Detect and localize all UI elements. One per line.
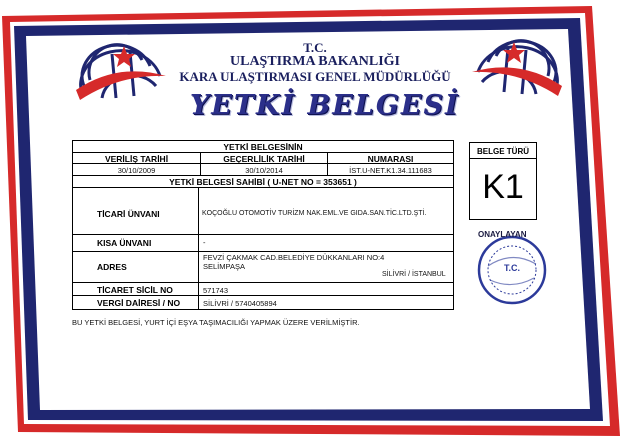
header-directorate: KARA ULAŞTIRMASI GENEL MÜDÜRLÜĞÜ bbox=[179, 69, 451, 84]
stamp-arc-text: ONAYLAYAN bbox=[478, 230, 527, 239]
header-country: T.C. bbox=[303, 40, 327, 55]
certificate-class-label: BELGE TÜRÜ bbox=[477, 147, 529, 156]
issue-date-header: VERİLİŞ TARİHİ bbox=[104, 154, 169, 164]
footer-note: BU YETKİ BELGESİ, YURT İÇİ EŞYA TAŞIMACILIĞI YAPMAK ÜZERE VERİLMİŞTİR. bbox=[72, 318, 360, 327]
ministry-globe-logo-left bbox=[72, 40, 168, 108]
address-label: ADRES bbox=[97, 262, 127, 272]
document-title: YETKİ BELGESİ bbox=[190, 90, 460, 121]
number-header: NUMARASI bbox=[367, 154, 414, 164]
registry-number-value: 571743 bbox=[203, 286, 229, 295]
trade-name-value: KOÇOĞLU OTOMOTİV TURİZM NAK.EML.VE GIDA.SAN.TİC.LTD.ŞTİ. bbox=[202, 210, 427, 217]
holder-section-title: YETKİ BELGESİ SAHİBİ ( U-NET NO = 353651 ) bbox=[169, 177, 357, 187]
trade-name-label: TİCARİ ÜNVANI bbox=[97, 209, 160, 219]
short-name-label: KISA ÜNVANI bbox=[97, 238, 152, 248]
stamp-center-text: T.C. bbox=[503, 263, 520, 273]
validity-date-header: GEÇERLİLİK TARİHİ bbox=[223, 154, 305, 164]
address-line2: SELİMPAŞA bbox=[203, 262, 245, 271]
address-district: SİLİVRİ / İSTANBUL bbox=[382, 271, 446, 278]
validity-date-value: 30/10/2014 bbox=[245, 166, 283, 175]
short-name-value: - bbox=[203, 238, 206, 247]
registry-number-label: TİCARET SİCİL NO bbox=[97, 285, 173, 295]
official-stamp bbox=[474, 230, 550, 306]
table-section-title: YETKİ BELGESİNİN bbox=[223, 142, 303, 152]
certificate-class-value: K1 bbox=[482, 168, 524, 206]
tax-office-label: VERGİ DAİRESİ / NO bbox=[97, 298, 181, 308]
header-ministry: ULAŞTIRMA BAKANLIĞI bbox=[230, 54, 400, 69]
issue-date-value: 30/10/2009 bbox=[117, 166, 156, 175]
ministry-globe-logo-right bbox=[470, 36, 566, 104]
address-line1: FEVZİ ÇAKMAK CAD.BELEDİYE DÜKKANLARI NO:4 bbox=[203, 253, 385, 262]
tax-office-value: SİLİVRİ / 5740405894 bbox=[203, 299, 277, 308]
certificate-number-value: İST.U-NET.K1.34.111683 bbox=[349, 166, 432, 175]
